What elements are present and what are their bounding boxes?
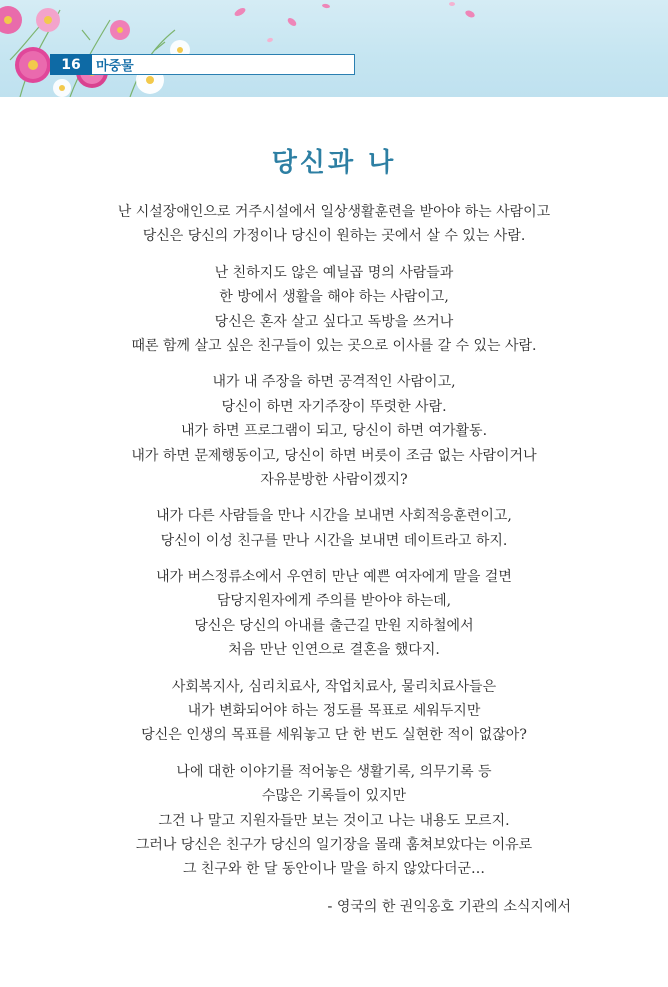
poem-stanza (60, 370, 608, 492)
poem-line: 한 방에서 생활을 해야 하는 사람이고, (219, 289, 449, 306)
poem-line: 사회복지사, 심리치료사, 작업치료사, 물리치료사들은 (171, 678, 497, 695)
white-flower-3 (53, 79, 71, 97)
petals (233, 2, 475, 43)
poem-line: 수많은 기록들이 있지만 (261, 788, 407, 805)
flower-decoration (0, 0, 668, 97)
poem-line: 그 친구와 한 달 동안이나 말을 하지 않았다더군… (182, 861, 486, 878)
poem-line: 자유분방한 사람이겠지? (260, 471, 408, 488)
poem-stanza (60, 200, 608, 249)
cosmos-flower-3 (0, 6, 22, 34)
poem-line: 난 시설장애인으로 거주시설에서 일상생활훈련을 받아야 하는 사람이고 (117, 204, 551, 220)
poem-stanza (60, 565, 608, 663)
poem-stanza (60, 675, 608, 748)
poem-stanza (60, 760, 608, 882)
poem-line: 내가 버스정류소에서 우연히 만난 예쁜 여자에게 말을 걸면 (156, 569, 512, 586)
poem-line: 당신은 혼자 살고 싶다고 독방을 쓰거나 (214, 313, 454, 330)
cosmos-flower-5 (110, 20, 130, 40)
header-banner (0, 0, 668, 97)
poem-line: 내가 내 주장을 하면 공격적인 사람이고, (212, 374, 456, 391)
page-number: 16 (50, 54, 92, 75)
poem-line: 당신은 당신의 가정이나 당신이 원하는 곳에서 살 수 있는 사람. (142, 228, 526, 245)
poem-line: 그건 나 말고 지원자들만 보는 것이고 나는 내용도 모르지. (158, 812, 510, 829)
poem-line: 내가 변화되어야 하는 정도를 목표로 세워두지만 (187, 703, 481, 720)
poem-line: 난 친하지도 않은 예닐곱 명의 사람들과 (214, 264, 454, 281)
poem-line: 때론 함께 살고 싶은 친구들이 있는 곳으로 이사를 갈 수 있는 사람. (131, 337, 537, 354)
poem-line: 처음 만난 인연으로 결혼을 했다지. (228, 642, 440, 659)
poem-line: 당신이 하면 자기주장이 뚜렷한 사람. (221, 398, 447, 415)
poem-line: 당신이 이성 친구를 만나 시간을 보내면 데이트라고 하지. (160, 532, 508, 549)
poem-line: 담당지원자에게 주의를 받아야 하는데, (216, 593, 452, 610)
poem-body (60, 200, 608, 894)
poem-line: 내가 하면 프로그램이 되고, 당신이 하면 여가활동. (180, 423, 488, 440)
cosmos-flower-4 (36, 8, 60, 32)
poem-line: 나에 대한 이야기를 적어놓은 생활기록, 의무기록 등 (176, 763, 492, 780)
poem-title: 당신과 나 (271, 148, 397, 178)
section-name: 마중물 (96, 59, 134, 74)
poem-line: 내가 하면 문제행동이고, 당신이 하면 버릇이 조금 없는 사람이거나 (131, 447, 537, 464)
poem-line: 당신은 인생의 목표를 세워놓고 단 한 번도 실현한 적이 없잖아? (141, 727, 527, 744)
poem-line: 그러나 당신은 친구가 당신의 일기장을 몰래 훔쳐보았다는 이유로 (135, 836, 533, 853)
poem-stanza (60, 261, 608, 359)
poem-line: 내가 다른 사람들을 만나 시간을 보내면 사회적응훈련이고, (156, 508, 512, 525)
poem-line: 당신은 당신의 아내를 출근길 만원 지하철에서 (194, 617, 474, 634)
cosmos-flower-1 (15, 47, 51, 83)
poem-stanza (60, 504, 608, 553)
source-credit: - 영국의 한 권익옹호 기관의 소식지에서 (327, 899, 571, 915)
